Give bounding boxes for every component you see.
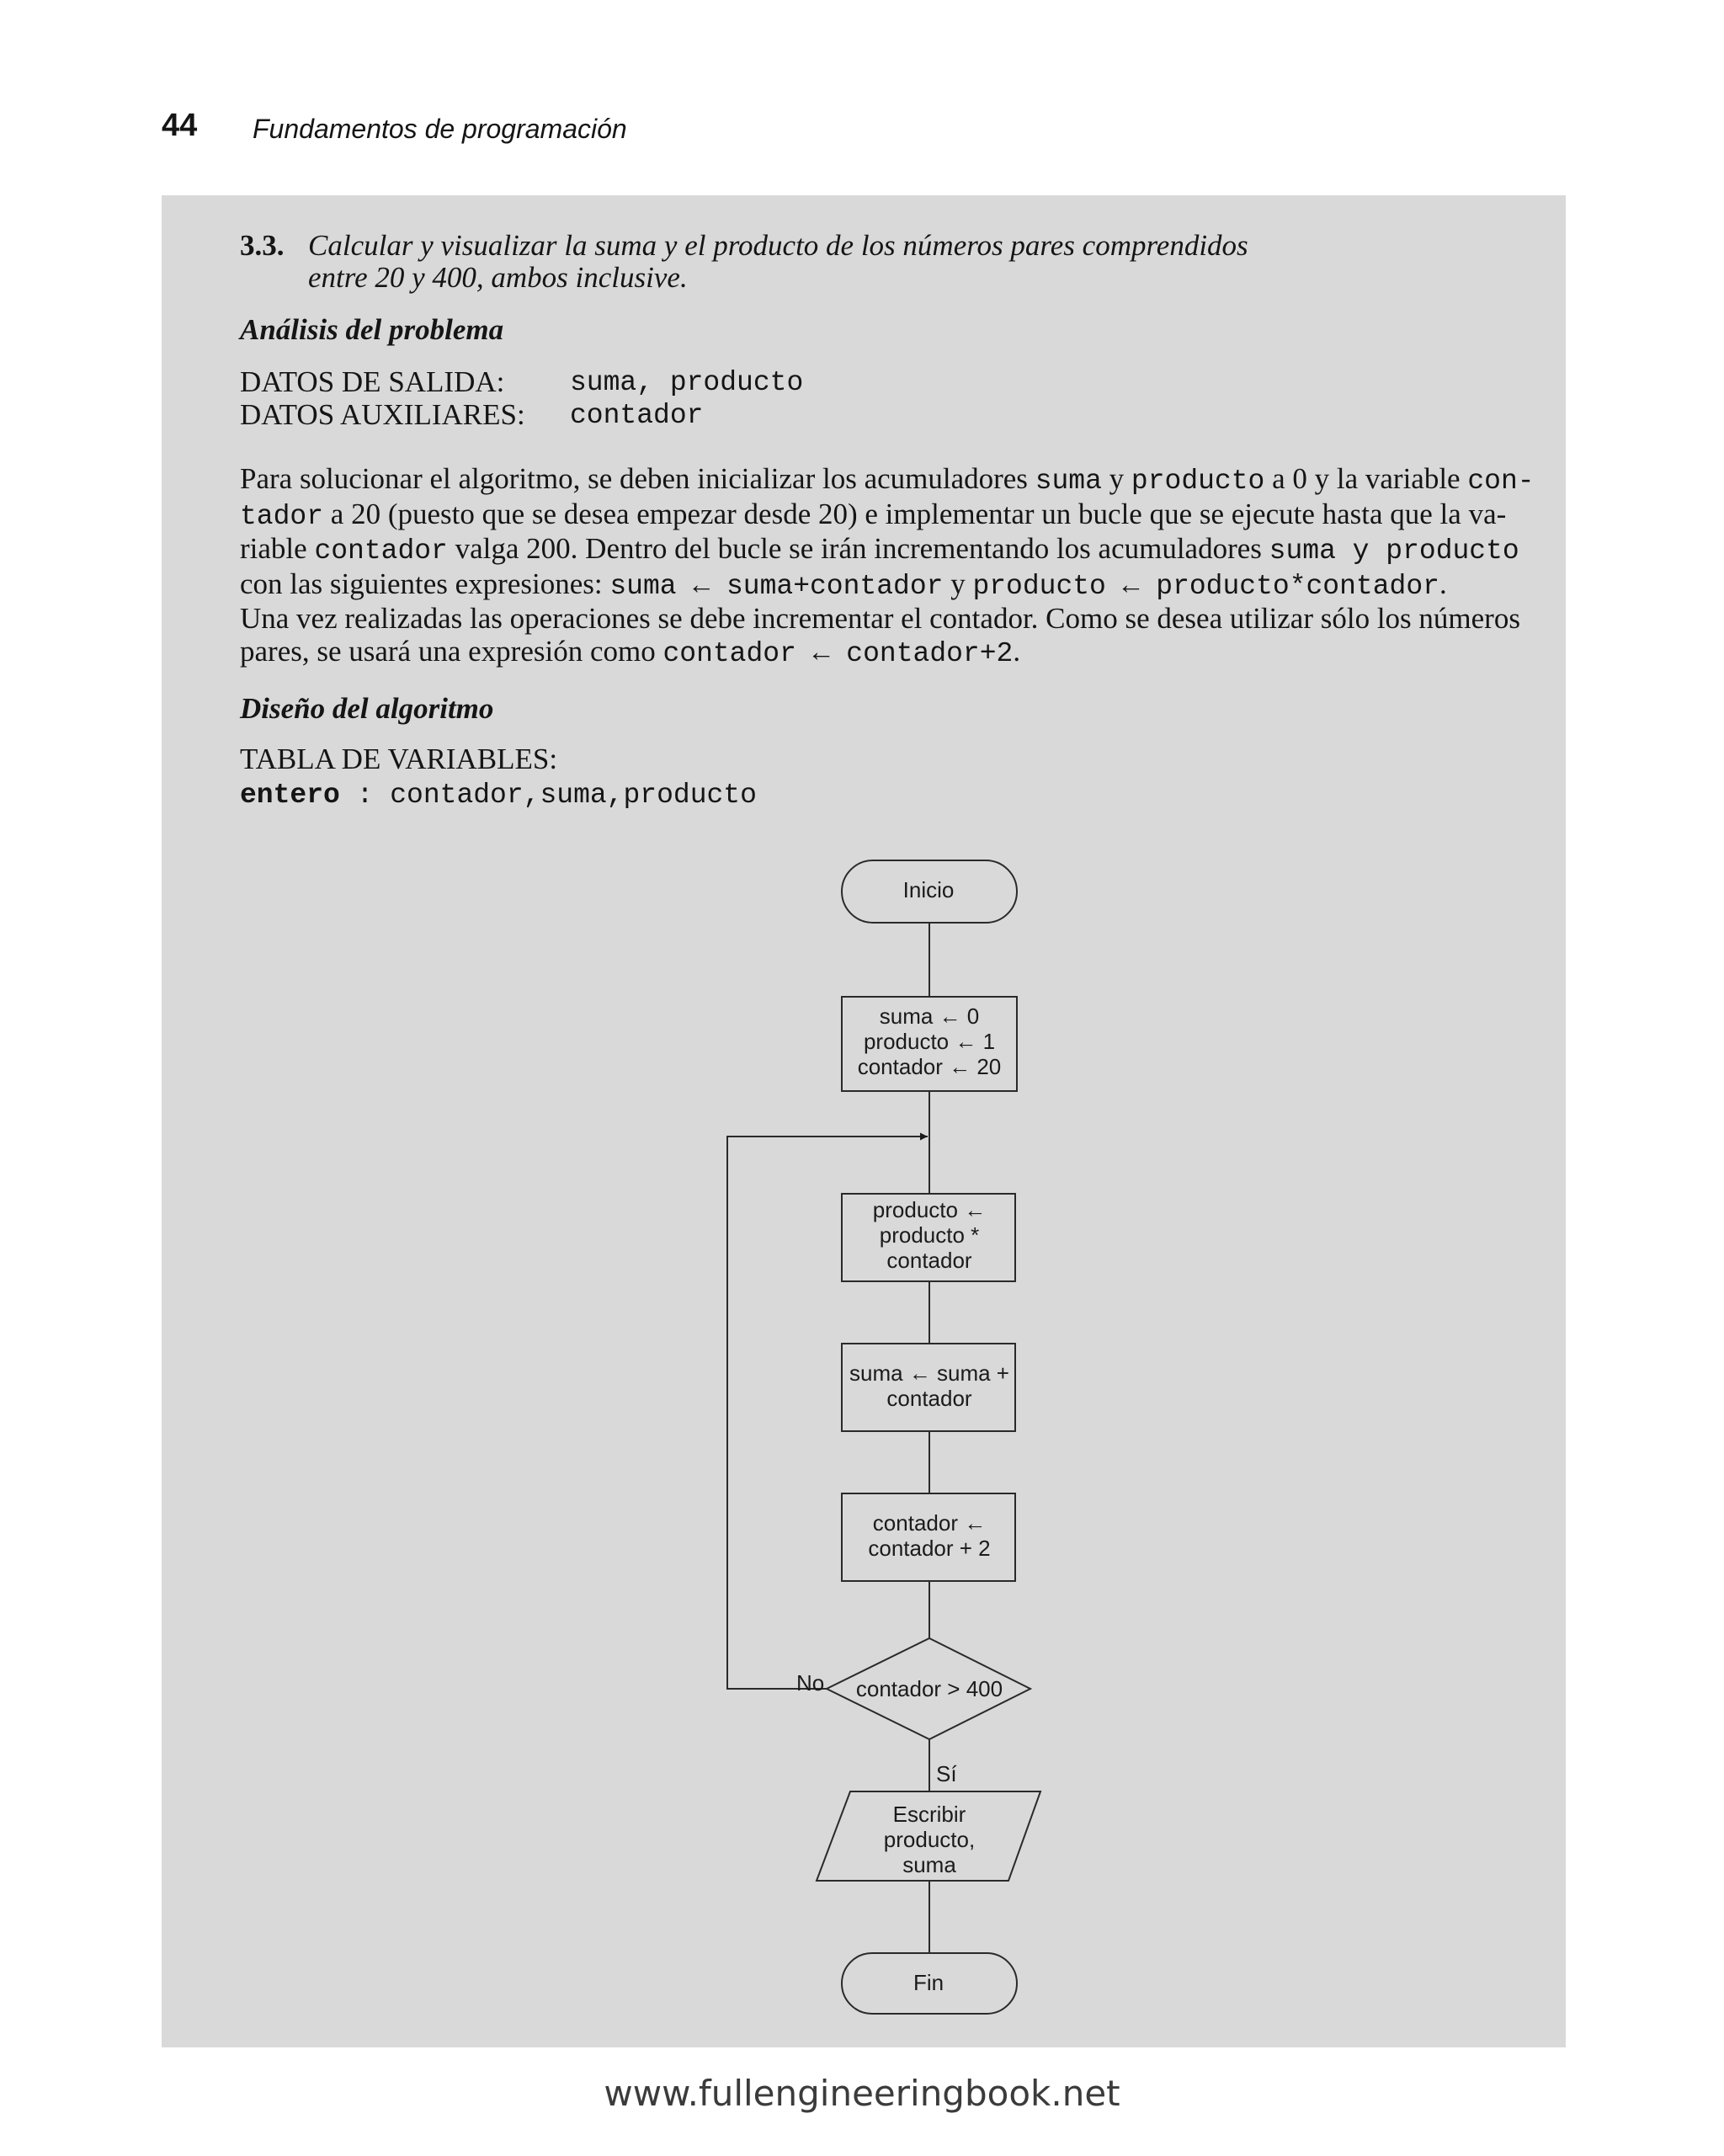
output-line: producto, <box>883 1827 976 1852</box>
inline-text: riable <box>240 532 315 565</box>
no-branch-label: No <box>796 1670 825 1696</box>
inline-text: Para solucionar el algoritmo, se deben inicializar los acumuladores <box>240 462 1035 495</box>
inline-text: . <box>1013 634 1021 668</box>
output-line: Escribir <box>892 1802 966 1827</box>
declaration-keyword: entero <box>240 780 340 811</box>
inline-code: contador <box>314 535 448 567</box>
inline-text: pares, se usará una expresión como <box>240 634 663 668</box>
start-label: Inicio <box>902 877 955 902</box>
end-label: Fin <box>913 1970 944 1995</box>
inline-text: . <box>1439 567 1447 600</box>
inline-code: producto <box>1131 466 1265 497</box>
output-data-value: suma, producto <box>570 367 804 398</box>
declaration-variables: : contador,suma,producto <box>339 780 757 811</box>
inline-text: valga 200. Dentro del bucle se irán incrementando los acumuladores <box>447 532 1269 565</box>
running-title: Fundamentos de programación <box>253 114 627 144</box>
inline-code: tador <box>240 500 324 532</box>
inline-text: con las siguientes expresiones: <box>240 567 610 600</box>
product-step-line: contador <box>886 1248 972 1273</box>
counter-step-line: contador + 2 <box>868 1536 991 1561</box>
inline-code: suma ← suma+contador <box>609 570 944 602</box>
init-line: suma ← 0 <box>879 1003 980 1029</box>
product-step-line: producto * <box>879 1222 980 1248</box>
output-line: suma <box>902 1852 956 1877</box>
exercise-number: 3.3. <box>240 229 285 262</box>
footer-url: www.fullengineeringbook.net <box>604 2073 1120 2114</box>
aux-data-label: DATOS AUXILIARES: <box>240 398 525 431</box>
inline-text: a 20 (puesto que se desea empezar desde 20) e implementar un bucle que se ejecute hasta que la va- <box>323 497 1507 530</box>
inline-code: con- <box>1467 466 1535 497</box>
inline-code: producto ← producto*contador <box>972 570 1439 602</box>
yes-branch-label: Sí <box>936 1761 957 1786</box>
inline-text: Una vez realizadas las operaciones se debe incrementar el contador. Como se desea utilizar sólo los números <box>240 602 1520 635</box>
decision-label: contador > 400 <box>855 1676 1003 1701</box>
variables-table-label: TABLA DE VARIABLES: <box>240 743 558 775</box>
exercise-statement-line: entre 20 y 400, ambos inclusive. <box>308 261 688 294</box>
output-data-label: DATOS DE SALIDA: <box>240 365 505 398</box>
design-heading: Diseño del algoritmo <box>240 692 494 725</box>
page-number: 44 <box>162 108 198 143</box>
counter-step-line: contador ← <box>872 1510 987 1536</box>
aux-data-value: contador <box>570 400 704 431</box>
sum-step-line: suma ← suma + <box>849 1360 1010 1386</box>
inline-text: a 0 y la variable <box>1264 462 1468 495</box>
product-step-line: producto ← <box>872 1197 987 1222</box>
exercise-statement-line: Calcular y visualizar la suma y el producto de los números pares comprendidos <box>308 229 1248 262</box>
inline-text: y <box>1101 462 1131 495</box>
analysis-heading: Análisis del problema <box>240 313 504 346</box>
inline-text: y <box>943 567 973 600</box>
inline-code: suma y producto <box>1269 535 1519 567</box>
inline-code: suma <box>1035 466 1102 497</box>
sum-step-line: contador <box>886 1386 972 1411</box>
inline-code: contador ← contador+2 <box>662 637 1014 669</box>
init-line: contador ← 20 <box>857 1054 1002 1079</box>
init-line: producto ← 1 <box>863 1029 996 1054</box>
